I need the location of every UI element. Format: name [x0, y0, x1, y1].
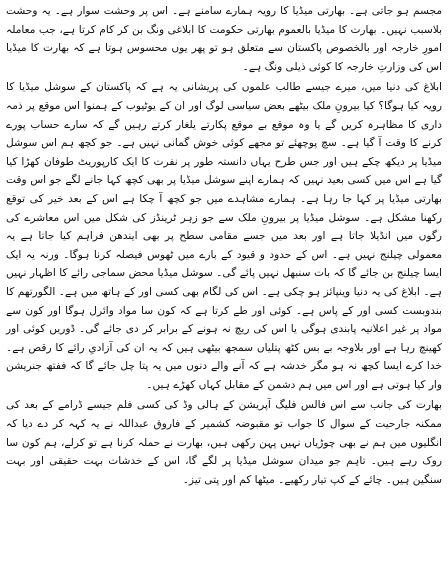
article-paragraph-1: مجسم ہو جاتی ہے۔ بھارتی میڈیا کا رویہ ہمارے سامنے ہے۔ اس پر وحشت سوار ہے۔ یہ وحشت بلاسبب نہیں۔ بھارت کا میڈیا بالعموم بھارتی حکومت کا ابلاغی ونگ بن کر کام کرتا ہے، جب معاملہ امورِ خارجہ اور بالخصوص پاکستان سے متعلق ہو تو پھر یوں محسوس ہوتا ہے کہ بھارت کا میڈیا اس کی وزارتِ خارجہ کا کوئی ذیلی ونگ ہے۔ — [6, 5, 442, 73]
article-paragraph-3: بھارت کی جانب سے اس فالس فلیگ آپریشن کے ہالی وڈ کی کسی فلم جیسے ڈرامے کے بعد کی ممکنہ جارحیت کے سوال کا جواب تو مقبوضہ کشمیر کے فاروق عبداللہ نے یہ کہہ کر دے دیا کہ انگلیوں میں ہم نے بھی چوڑیاں نہیں پہن رکھی ہیں، بھارت نے حملہ کرنا ہے تو کرلے، ہم کون سا روک رہے ہیں۔ تاہم جو میدان سوشل میڈیا پر لگے گا، اس کے خدشات بہت حقیقی اور بہت سنگین ہیں۔ چائے کے کپ تیار رکھیے۔ میٹھا کم اور پتی تیز۔ — [6, 399, 442, 486]
article-paragraph-2: ابلاغ کی دنیا میں، میرے جیسے طالب علموں کی پریشانی یہ ہے کہ پاکستان کے سوشل میڈیا کا رویہ کیا ہوگا؟ کیا بیرونِ ملک بیٹھے بعض سیاسی لوگ اور ان کے یوٹیوب کے ہمنوا اس موقع پر ذمہ داری کا مظاہرہ کریں گے یا وہ موقع بے موقع پکارتے یلغار کرتے رہیں گے کہ سارے حساب پورے کرنے کا وقت آ گیا ہے۔ سچ پوچھئے تو مجھے کوئی خوش گمانی نہیں ہے۔ جو کچھ ہم اس سوشل میڈیا پر دیکھ چکے ہیں اور جس طرح یہاں دانستہ طور پر نفرت کا ایک کارپوریٹ طوفان کھڑا کیا گیا ہے اس میں کسی بعید نہیں کہ ہمارے اپنے سوشل میڈیا پر بھی کچھ کہا جانے لگے جو اس وقت بھارتی میڈیا پر کہا جا رہا ہے۔ ہمارے مشاہدے میں جو کچھ آ چکا ہے اس کے بعد خیر کی توقع رکھنا مشکل ہے۔ سوشل میڈیا پر بیرونِ ملک سے جو زہر ٹرینڈز کی شکل میں اس معاشرے کی رگوں میں انڈیلا جاتا ہے اور بعد میں جسے مقامی سطح پر بھی ایندھن فراہم کیا جاتا ہے یہ معمولی چیلنج نہیں ہے۔ اس کے حدود و قیود کے بارے میں ٹھوس فیصلہ کرنا ہوگا۔ ورنہ یہ ایک ایسا چیلنج بن جائے گا کہ بات سنبھل نہیں پائے گی۔ سوشل میڈیا محض سماجی رائے کا اظہار نہیں ہے۔ ابلاغ کی یہ دنیا وینپائز ہو چکی ہے۔ اس کی لگام بھی کسی اور کے ہاتھ میں ہے۔ الگورتھم کا بندوبست کسی اور کے پاس ہے۔ کوئی اور طے کرتا ہے کہ کون سا مواد وائرل ہوگا اور کون سے مواد پر غیر اعلانیہ پابندی ہوگی یا اس کی ریچ نہ ہونے کے برابر کر دی جائے گی۔ ڈوریں کوئی اور کھینچ رہا ہے اور بلاوجہ بے بس کٹھ پتلیاں سمجھ بیٹھی ہیں کہ یہ ان کی آزادیِ رائے کا رقص ہے۔ خدا کرے ایسا کچھ نہ ہو مگر خدشہ ہے کہ آنے والے دنوں میں یہ پتا چل جائے گا کہ ففتھ جنریشن وار کیا ہوتی ہے اور اس میں ہم دشمن کے مقابل کہاں کھڑے ہیں۔ — [6, 81, 442, 391]
